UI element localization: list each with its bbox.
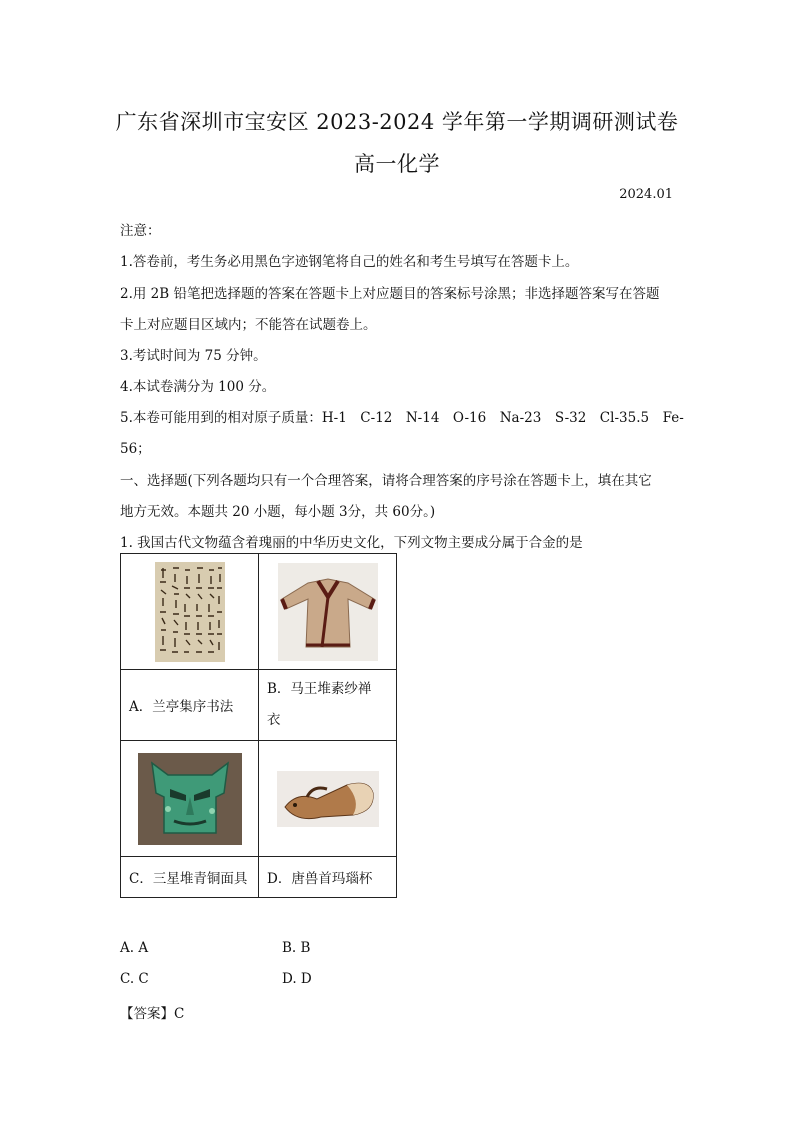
label-cell-a — [121, 670, 259, 741]
label-cell-c — [121, 857, 259, 898]
calligraphy-image — [155, 562, 225, 662]
label-cell-b — [259, 670, 397, 741]
choice-c: C. C — [120, 971, 149, 987]
note-line: 5.本卷可能用到的相对原子质量：H-1 C-12 N-14 O-16 Na-23 S-32 Cl-35.5 Fe- — [120, 410, 684, 426]
note-line: 卡上对应题目区域内；不能答在试题卷上。 — [120, 317, 377, 333]
section-instruction: 地方无效。本题共 20 小题，每小题 3分，共 60分。) — [120, 504, 436, 520]
image-cell-b — [259, 554, 397, 670]
question-stem: 1. 我国古代文物蕴含着瑰丽的中华历史文化，下列文物主要成分属于合金的是 — [120, 535, 583, 551]
question-table — [120, 553, 397, 898]
label-cell-d — [259, 857, 397, 898]
agate-cup-image — [277, 771, 379, 827]
option-a-label: A．兰亭集序书法 — [129, 699, 234, 715]
section-instruction: 一、选择题(下列各题均只有一个合理答案，请将合理答案的序号涂在答题卡上，填在其它 — [120, 473, 652, 489]
image-cell-d — [259, 741, 397, 857]
answer: 【答案】C — [120, 1006, 185, 1022]
option-d-label: D．唐兽首玛瑙杯 — [267, 871, 373, 887]
choice-b: B. B — [282, 940, 311, 956]
image-cell-a — [121, 554, 259, 670]
note-line: 2.用 2B 铅笔把选择题的答案在答题卡上对应题目的答案标号涂黑；非选择题答案写在答题 — [120, 286, 660, 302]
option-b-label: B．马王堆素纱禅 — [267, 681, 372, 697]
option-c-label: C．三星堆青铜面具 — [129, 871, 248, 887]
image-cell-c — [121, 741, 259, 857]
exam-subtitle: 高一化学 — [354, 152, 440, 176]
exam-title: 广东省深圳市宝安区 2023-2024 学年第一学期调研测试卷 — [115, 110, 679, 134]
notes-heading: 注意： — [120, 223, 161, 239]
silk-robe-image — [278, 563, 378, 661]
choice-a: A. A — [120, 940, 149, 956]
option-b-label-cont: 衣 — [267, 712, 281, 728]
exam-date: 2024.01 — [619, 187, 673, 202]
note-line: 4.本试卷满分为 100 分。 — [120, 379, 276, 395]
bronze-mask-image — [138, 753, 242, 845]
note-line: 1.答卷前，考生务必用黑色字迹钢笔将自己的姓名和考生号填写在答题卡上。 — [120, 254, 579, 270]
note-line: 56； — [120, 441, 151, 457]
note-line: 3.考试时间为 75 分钟。 — [120, 348, 267, 364]
choice-d: D. D — [282, 971, 312, 987]
